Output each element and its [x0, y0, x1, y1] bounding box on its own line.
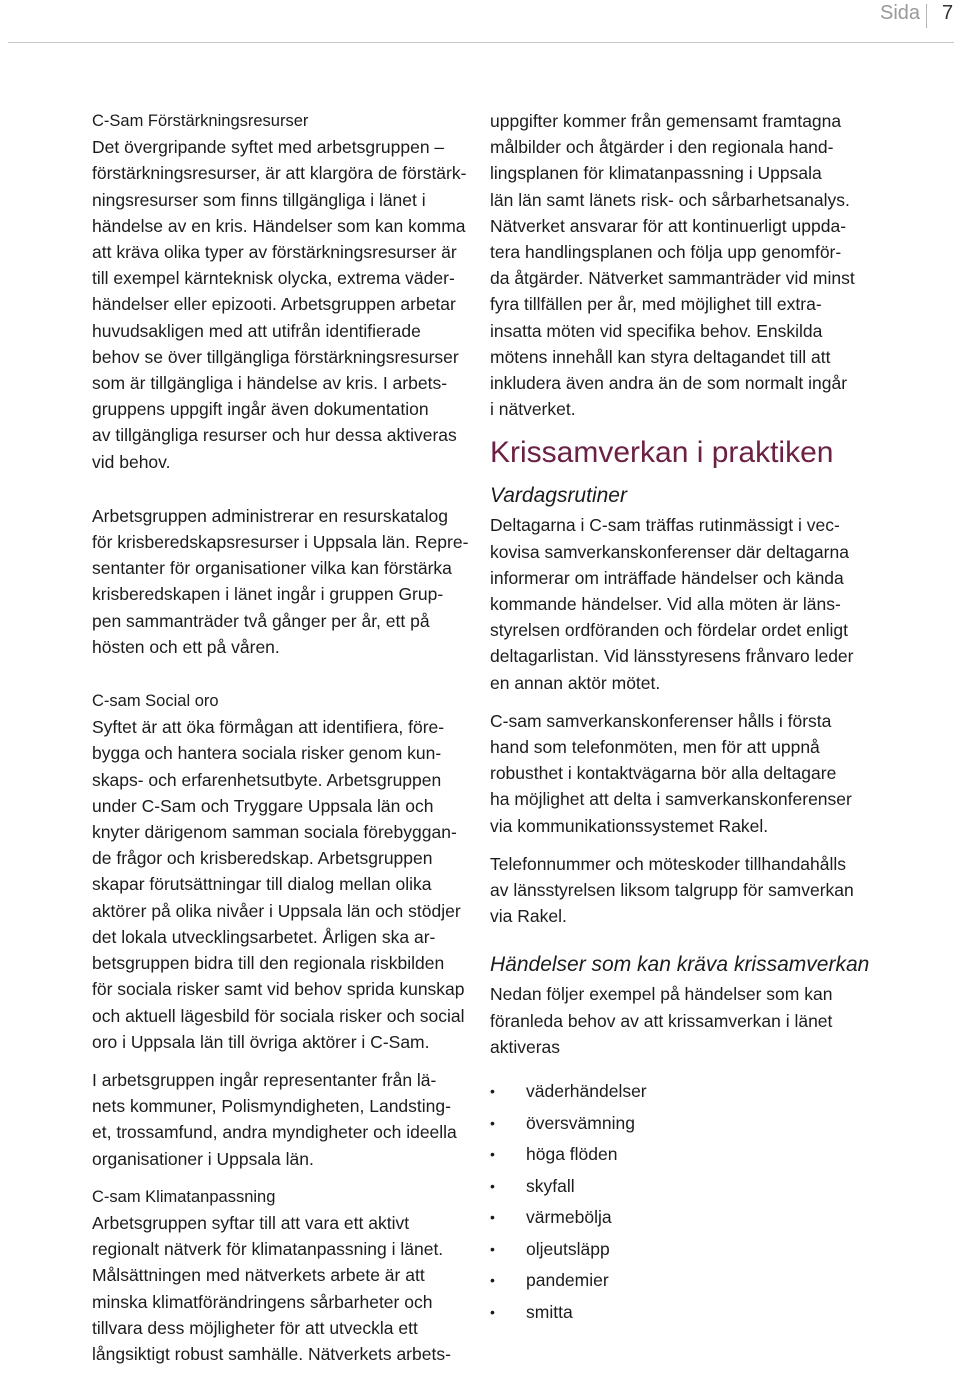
text-line: informerar om inträffade händelser och kända — [490, 567, 844, 588]
list-item: • oljeutsläpp — [490, 1234, 880, 1266]
text-line: styrelsen ordföranden och fördelar ordet enligt — [490, 620, 848, 641]
text-line: tillvara dess möjligheter för att utveckla ett — [92, 1317, 418, 1338]
text-line: knyter därigenom samman sociala förebyggan- — [92, 822, 457, 843]
text-line: skaps- och erfarenhetsutbyte. Arbetsgruppen — [92, 769, 442, 790]
text-line: et, trossamfund, andra myndigheter och ideella — [92, 1122, 457, 1143]
text-line: målbilder och åtgärder i den regionala hand- — [490, 137, 834, 158]
text-line: Målsättningen med nätverkets arbete är att — [92, 1265, 425, 1286]
text-line: organisationer i Uppsala län. — [92, 1148, 314, 1169]
text-line: regionalt nätverk för klimatanpassning i länet. — [92, 1239, 444, 1260]
text-line: sentanter för organisationer vilka kan förstärka — [92, 558, 452, 579]
text-line: I arbetsgruppen ingår representanter från lä- — [92, 1069, 437, 1090]
header-rule — [8, 42, 954, 43]
klimat-title: C-sam Klimatanpassning — [92, 1187, 276, 1206]
text-line: robusthet i kontaktvägarna bör alla deltagare — [490, 763, 837, 784]
text-line: de frågor och krisberedskap. Arbetsgruppen — [92, 848, 433, 869]
text-line: C-sam samverkanskonferenser hålls i första — [490, 710, 832, 731]
text-line: händelse av en kris. Händelser som kan komma — [92, 215, 466, 236]
text-line: för krisberedskapsresurser i Uppsala län. Repre- — [92, 532, 469, 553]
text-line: uppgifter kommer från gemensamt framtagna — [490, 111, 842, 131]
list-item: • skyfall — [490, 1171, 880, 1203]
text-line: da åtgärder. Nätverket sammanträder vid minst — [490, 268, 855, 289]
subheading-handelser: Händelser som kan kräva krissamverkan — [490, 953, 870, 977]
text-line: inkludera även andra än de som normalt ingår — [490, 373, 848, 394]
text-line: via Rakel. — [490, 906, 567, 927]
text-line: pen sammanträder två gånger per år, ett på — [92, 610, 430, 631]
text-line: gruppens uppgift ingår även dokumentation — [92, 399, 429, 420]
text-line: huvudsakligen med att utifrån identifierade — [92, 320, 421, 341]
text-line: Arbetsgruppen administrerar en resurskatalog — [92, 505, 449, 526]
text-line: aktörer på olika nivåer i Uppsala län och stödjer — [92, 900, 461, 921]
text-line: långsiktigt robust samhälle. Nätverkets arbets- — [92, 1343, 451, 1364]
subheading-vardagsrutiner: Vardagsrutiner — [490, 484, 627, 508]
list-item: • värmebölja — [490, 1202, 880, 1234]
text-line: Syftet är att öka förmågan att identifiera, före- — [92, 717, 445, 738]
forst-paragraph-1 — [92, 134, 472, 475]
text-line: fyra tillfällen per år, med möjlighet till extra- — [490, 294, 822, 315]
text-line: skapar förutsättningar till dialog mellan olika — [92, 874, 432, 895]
text-line: via kommunikationssystemet Rakel. — [490, 815, 769, 836]
text-line: tera handlingsplanen och följa upp genomför- — [490, 242, 842, 263]
text-line: ha möjlighet att delta i samverkanskonferenser — [490, 789, 852, 810]
header-divider — [926, 4, 927, 28]
section-heading: Krissamverkan i praktiken — [490, 436, 834, 470]
text-line: betsgruppen bidra till den regionala riskbilden — [92, 953, 445, 974]
text-line: Det övergripande syftet med arbetsgruppen – — [92, 137, 445, 158]
text-line: ningsresurser som finns tillgängliga i länet i — [92, 189, 426, 210]
text-line: förstärkningsresurser, är att klargöra de förstärk- — [92, 163, 467, 184]
text-line: Telefonnummer och möteskoder tillhandahålls — [490, 853, 847, 874]
text-line: nets kommuner, Polismyndigheten, Landsting- — [92, 1096, 451, 1117]
text-line: av länsstyrelsen liksom talgrupp för samverkan — [490, 880, 854, 901]
forst-paragraph-2 — [92, 503, 472, 660]
text-line: att kräva olika typer av förstärkningsresurser är — [92, 242, 457, 263]
text-line: aktiveras — [490, 1036, 561, 1057]
text-line: och aktuell lägesbild för sociala risker och social — [92, 1005, 465, 1026]
text-line: i nätverket. — [490, 399, 576, 420]
list-item: • väderhändelser — [490, 1076, 880, 1108]
social-paragraph-1 — [92, 714, 472, 1055]
text-line: deltagarlistan. Vid länsstyresens frånvaro leder — [490, 646, 854, 667]
text-line: händelser eller epizooti. Arbetsgruppen arbetar — [92, 294, 456, 315]
klimat-paragraph-1 — [92, 1210, 472, 1367]
text-line: kommande händelser. Vid alla möten är läns- — [490, 594, 841, 615]
text-line: Arbetsgruppen syftar till att vara ett aktivt — [92, 1212, 410, 1233]
text-line: för sociala risker samt vid behov sprida kunskap — [92, 979, 465, 1000]
vardag-paragraph-3 — [490, 851, 880, 930]
handelser-paragraph — [490, 981, 880, 1060]
text-line: föranleda behov av att krissamverkan i länet — [490, 1010, 833, 1031]
text-line: Deltagarna i C-sam träffas rutinmässigt i vec- — [490, 515, 840, 536]
list-item: • pandemier — [490, 1265, 880, 1297]
list-item: • smitta — [490, 1297, 880, 1329]
social-paragraph-2 — [92, 1067, 472, 1172]
text-line: minska klimatförändringens sårbarheter och — [92, 1291, 433, 1312]
klimat-continued — [490, 108, 880, 422]
text-line: bygga och hantera sociala risker genom kun- — [92, 743, 442, 764]
vardag-paragraph-2 — [490, 708, 880, 839]
text-line: lingsplanen för klimatanpassning i Uppsala — [490, 163, 822, 184]
forst-title: C-Sam Förstärkningsresurser — [92, 112, 309, 130]
text-line: en annan aktör mötet. — [490, 672, 661, 693]
text-line: Nätverket ansvarar för att kontinuerligt uppda- — [490, 215, 847, 236]
list-item: • översvämning — [490, 1108, 880, 1140]
right-column — [490, 108, 880, 1328]
header-sida-label: Sida — [880, 2, 921, 24]
text-line: insatta möten vid specifika behov. Enskilda — [490, 320, 823, 341]
list-item: • höga flöden — [490, 1139, 880, 1171]
vardag-paragraph-1 — [490, 512, 880, 695]
event-list — [490, 1076, 880, 1328]
text-line: län län samt länets risk- och sårbarhetsanalys. — [490, 189, 850, 210]
text-line: kovisa samverkanskonferenser där deltagarna — [490, 541, 849, 562]
text-line: av tillgängliga resurser och hur dessa aktiveras — [92, 425, 457, 446]
text-line: oro i Uppsala län till övriga aktörer i C-Sam. — [92, 1031, 430, 1052]
left-column — [92, 108, 472, 1379]
page-number: 7 — [942, 2, 954, 24]
text-line: det lokala utvecklingsarbetet. Årligen ska ar- — [92, 926, 436, 947]
text-line: Nedan följer exempel på händelser som kan — [490, 984, 833, 1005]
text-line: hösten och ett på våren. — [92, 636, 280, 657]
text-line: som är tillgängliga i händelse av kris. I arbets- — [92, 373, 448, 394]
text-line: under C-Sam och Tryggare Uppsala län och — [92, 795, 434, 816]
text-line: behov se över tillgängliga förstärkningsresurser — [92, 346, 459, 367]
text-line: krisberedskapen i länet ingår i gruppen Grup- — [92, 584, 444, 605]
text-line: hand som telefonmöten, men för att uppnå — [490, 737, 820, 758]
text-line: mötens innehåll kan styra deltagandet till att — [490, 346, 831, 367]
text-line: vid behov. — [92, 451, 171, 472]
text-line: till exempel kärnteknisk olycka, extrema väder- — [92, 268, 455, 289]
social-title: C-sam Social oro — [92, 692, 219, 711]
